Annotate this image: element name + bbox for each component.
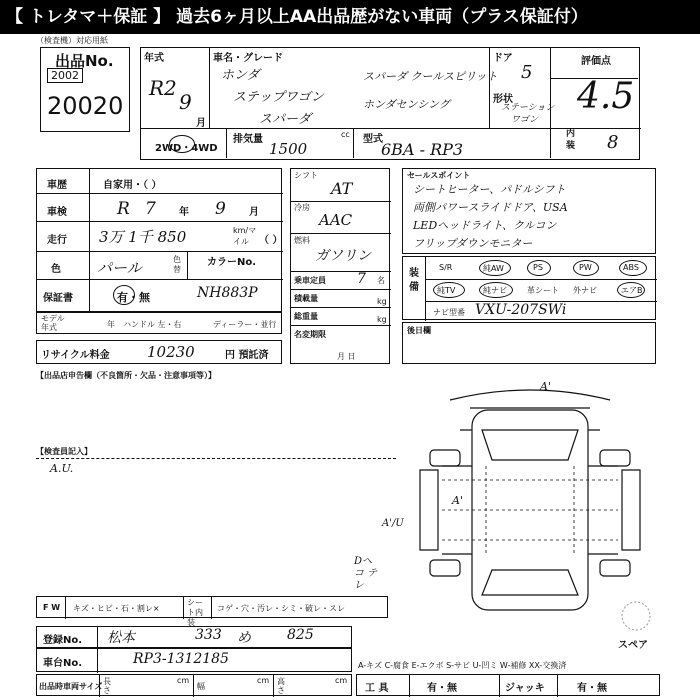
model-year-text: 年 [107,320,115,329]
recycle-label: リサイクル料金 [41,350,110,361]
damage-legend: A-キズ C-腐食 E-エクボ S-サビ U-凹ミ W-補修 XX-交換済 [358,661,567,670]
equip-airbag-circle [617,282,645,298]
equip-ps-circle [527,260,551,276]
history-text: 自家用・（ ） [103,180,162,191]
name-line-3: スパーダ [259,112,312,127]
handle-text: ハンドル 左・右 [123,320,182,329]
equip-leather: 革シート [527,286,559,295]
reg-row [36,626,352,648]
color-label: 色 [51,264,61,275]
inspector-note-text: A.U. [50,462,74,475]
selling-point-4: フリップダウンモニター [413,237,533,250]
drive-text: 2WD・4WD [155,143,218,154]
equip-tv: 純TV [437,286,456,295]
left-form [36,168,282,312]
equip-aw-circle [479,260,511,276]
regdate-label: 名変期限 [294,330,326,339]
chassis-label: 車台No. [43,658,83,669]
warranty-label: 保証書 [43,293,73,304]
chassis-row [36,648,352,672]
equip-pw-circle [573,260,599,276]
mark-a1-mid: A' [452,494,463,507]
color-change: 色替 [173,255,181,274]
doors-value: 5 [521,62,533,83]
model-year-row [36,312,282,334]
grade-line-1: スパーダ クールスピリット [363,70,498,83]
fw-row [36,596,388,627]
disp-unit: cc [341,130,350,139]
reg-class: 333 [195,627,222,643]
fw-text: キズ・ヒビ・石・割レ× [73,604,160,613]
mileage-unit: km/マイル [233,226,257,246]
shift-value: AT [331,179,353,198]
mark-dent: Dヘコ テレ [354,556,378,591]
spare-label: スペア [618,640,648,651]
tools-value: 有・無 [427,683,457,694]
disp-value: 1500 [269,140,308,158]
fw-seat-label: シート内装 [187,598,203,627]
equip-abs: ABS [623,263,639,272]
capacity-label: 乗車定員 [294,276,326,285]
selling-point-1: シートヒーター、パドルシフト [413,183,566,196]
disp-label: 排気量 [233,134,263,145]
recycle-row [36,340,282,364]
weight-unit: kg [377,315,387,324]
size-wid: 幅 [197,682,205,691]
year-label: 年式 [144,53,164,64]
colorno-label: カラーNo. [207,257,257,268]
tools-row [356,674,660,696]
jack-value: 有・無 [577,683,607,694]
size-label: 出品時車両サイズ [39,682,103,691]
lot-box [40,47,130,132]
shape-line-2: ワゴン [511,115,539,125]
capacity-unit: 名 [377,276,385,285]
drive-circle [169,135,195,153]
year-value: R2 [149,76,177,100]
car-damage-diagram [390,370,670,650]
equip-abs-circle [619,260,647,276]
page-header: 【 トレタマ＋保証 】 過去6ヶ月以上AA出品歴がない車両（プラス保証付） [0,0,700,34]
interior-value: 8 [607,132,619,153]
grade-line-2: ホンダセンシング [363,98,450,111]
capacity-value: 7 [357,271,366,287]
name-line-2: ステップワゴン [233,90,324,105]
regdate-unit: 月 日 [337,352,356,361]
size-unit-2: cm [257,676,270,685]
inspector-note-label: 【検査員記入】 [36,447,92,456]
inspection-month-unit: 月 [249,207,259,218]
fuel-value: ガソリン [315,248,371,264]
name-label: 車名・グレード [213,53,283,64]
color-value: パール [97,259,142,277]
lot-small: 2002 [47,68,83,83]
spare-tire-icon [622,602,650,630]
model-year-label: モデル年式 [41,314,65,332]
mileage-label: 走行 [47,235,67,246]
inspection-year-unit: 年 [179,207,189,218]
selling-point-3: LEDヘッドライト、クルコン [413,219,557,232]
ac-label: 冷房 [294,203,310,212]
mileage-paren: （ ） [259,235,283,246]
recycle-unit: 円 預託済 [225,350,269,361]
recycle-value: 10230 [147,343,195,361]
equip-navi-circle [479,282,513,298]
mark-w: A'/U [382,518,404,529]
size-unit-1: cm [177,676,190,685]
equip-airbag: エアB [621,286,643,295]
model-value: 6BA - RP3 [381,140,464,159]
doors-label: ドア [493,53,513,64]
basic-info-box [140,47,640,160]
jack-label: ジャッキ [505,683,545,694]
equip-pw: PW [579,263,592,272]
reg-kana: め [237,630,251,646]
inspection-month: 9 [215,199,226,219]
equipment-box [402,256,656,320]
warranty-circle [113,285,135,305]
warranty-text: 有・無 [117,291,150,304]
ac-value: AAC [319,211,353,229]
equip-navi: 純ナビ [483,286,507,295]
shape-line-1: ステーション [501,103,555,113]
score-value: 4.5 [577,76,635,117]
equip-aw: 純AW [483,264,504,273]
history-label: 車歴 [47,180,67,191]
equip-sr: S/R [439,263,453,272]
colorno-value: NH883P [197,285,258,301]
month-unit: 月 [196,118,206,129]
mark-a1-top: A' [540,380,551,393]
tools-label: 工 具 [365,683,389,694]
shift-label: シフト [294,171,318,180]
chassis-value: RP3-1312185 [133,651,229,667]
fuel-label: 燃料 [294,236,310,245]
seat-text: コゲ・穴・汚レ・シミ・破レ・スレ [217,604,345,613]
size-len: 長さ [103,677,111,695]
name-line-1: ホンダ [221,68,260,83]
after-box [402,322,656,364]
model-label: 型式 [363,134,383,145]
size-row [36,674,352,696]
header-subtitle: （検査機）対応用紙 [36,36,108,45]
inspection-label: 車検 [47,207,67,218]
load-label: 積載量 [294,294,318,303]
interior-label: 内装 [566,129,576,151]
size-unit-3: cm [335,676,348,685]
lot-number: 20020 [47,92,124,120]
inspection-year: 7 [145,199,156,219]
month-value: 9 [179,90,192,114]
inspection-era: R [117,199,130,219]
selling-point-2: 両側パワースライドドア、USA [413,201,568,214]
reg-number: 825 [287,627,314,643]
navi-value: VXU-207SWi [475,302,567,318]
load-unit: kg [377,297,387,306]
reg-place: 松本 [107,630,135,646]
exhibitor-note-label: 【出品店申告欄（不良箇所・欠品・注意事項等）】 [36,371,216,380]
navi-label: ナビ型番 [433,308,465,317]
after-label: 後日欄 [407,326,431,335]
equip-ps: PS [533,263,543,272]
dealer-text: ディーラー・並行 [213,320,277,329]
selling-points-box [402,168,656,254]
lot-label: 出品No. [55,52,114,70]
score-label: 評価点 [581,56,611,67]
reg-label: 登録No. [43,635,83,646]
selling-points-label: セールスポイント [407,171,471,180]
weight-label: 総重量 [294,312,318,321]
equip-tv-circle [433,282,465,298]
fw-label: F W [43,603,61,612]
size-hgt: 高さ [277,677,285,695]
equipment-label: 装備 [409,268,419,293]
mileage-value: 3万 1千 850 [99,228,187,246]
shape-label: 形状 [493,94,513,105]
equip-ext-navi: 外ナビ [573,286,597,295]
mid-form [290,168,390,364]
